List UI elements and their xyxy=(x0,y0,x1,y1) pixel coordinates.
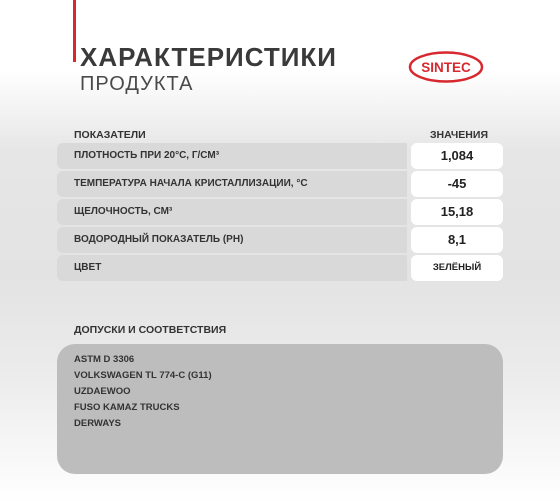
table-row xyxy=(57,227,503,253)
list-item: ASTM D 3306 xyxy=(74,354,135,365)
accent-line xyxy=(73,0,76,62)
row-value: ЗЕЛЁНЫЙ xyxy=(411,255,503,281)
row-label: ЦВЕТ xyxy=(57,255,407,281)
list-item: UZDAEWOO xyxy=(74,386,131,397)
approvals-heading: ДОПУСКИ И СООТВЕТСТВИЯ xyxy=(74,324,227,336)
characteristics-table xyxy=(57,143,503,283)
list-item: FUSO KAMAZ TRUCKS xyxy=(74,402,180,413)
row-label: ТЕМПЕРАТУРА НАЧАЛА КРИСТАЛЛИЗАЦИИ, °С xyxy=(57,171,407,197)
column-header-values: ЗНАЧЕНИЯ xyxy=(429,129,488,141)
table-row xyxy=(57,171,503,197)
sintec-logo-icon xyxy=(408,51,484,83)
row-value: 1,084 xyxy=(411,143,503,169)
page-title: ХАРАКТЕРИСТИКИ xyxy=(80,42,337,72)
logo-text: SINTEC xyxy=(421,60,471,75)
sintec-logo xyxy=(408,51,484,83)
column-header-parameters: ПОКАЗАТЕЛИ xyxy=(74,129,146,141)
row-label: ПЛОТНОСТЬ ПРИ 20°С, Г/СМ³ xyxy=(57,143,407,169)
page-subtitle: ПРОДУКТА xyxy=(80,73,194,95)
table-row xyxy=(57,255,503,281)
row-value: -45 xyxy=(411,171,503,197)
list-item: DERWAYS xyxy=(74,418,121,429)
table-row xyxy=(57,143,503,169)
row-value: 8,1 xyxy=(411,227,503,253)
row-value: 15,18 xyxy=(411,199,503,225)
row-label: ЩЕЛОЧНОСТЬ, СМ³ xyxy=(57,199,407,225)
approvals-panel xyxy=(57,344,503,474)
table-row xyxy=(57,199,503,225)
list-item: VOLKSWAGEN TL 774-C (G11) xyxy=(74,370,212,381)
row-label: ВОДОРОДНЫЙ ПОКАЗАТЕЛЬ (PH) xyxy=(57,227,407,253)
